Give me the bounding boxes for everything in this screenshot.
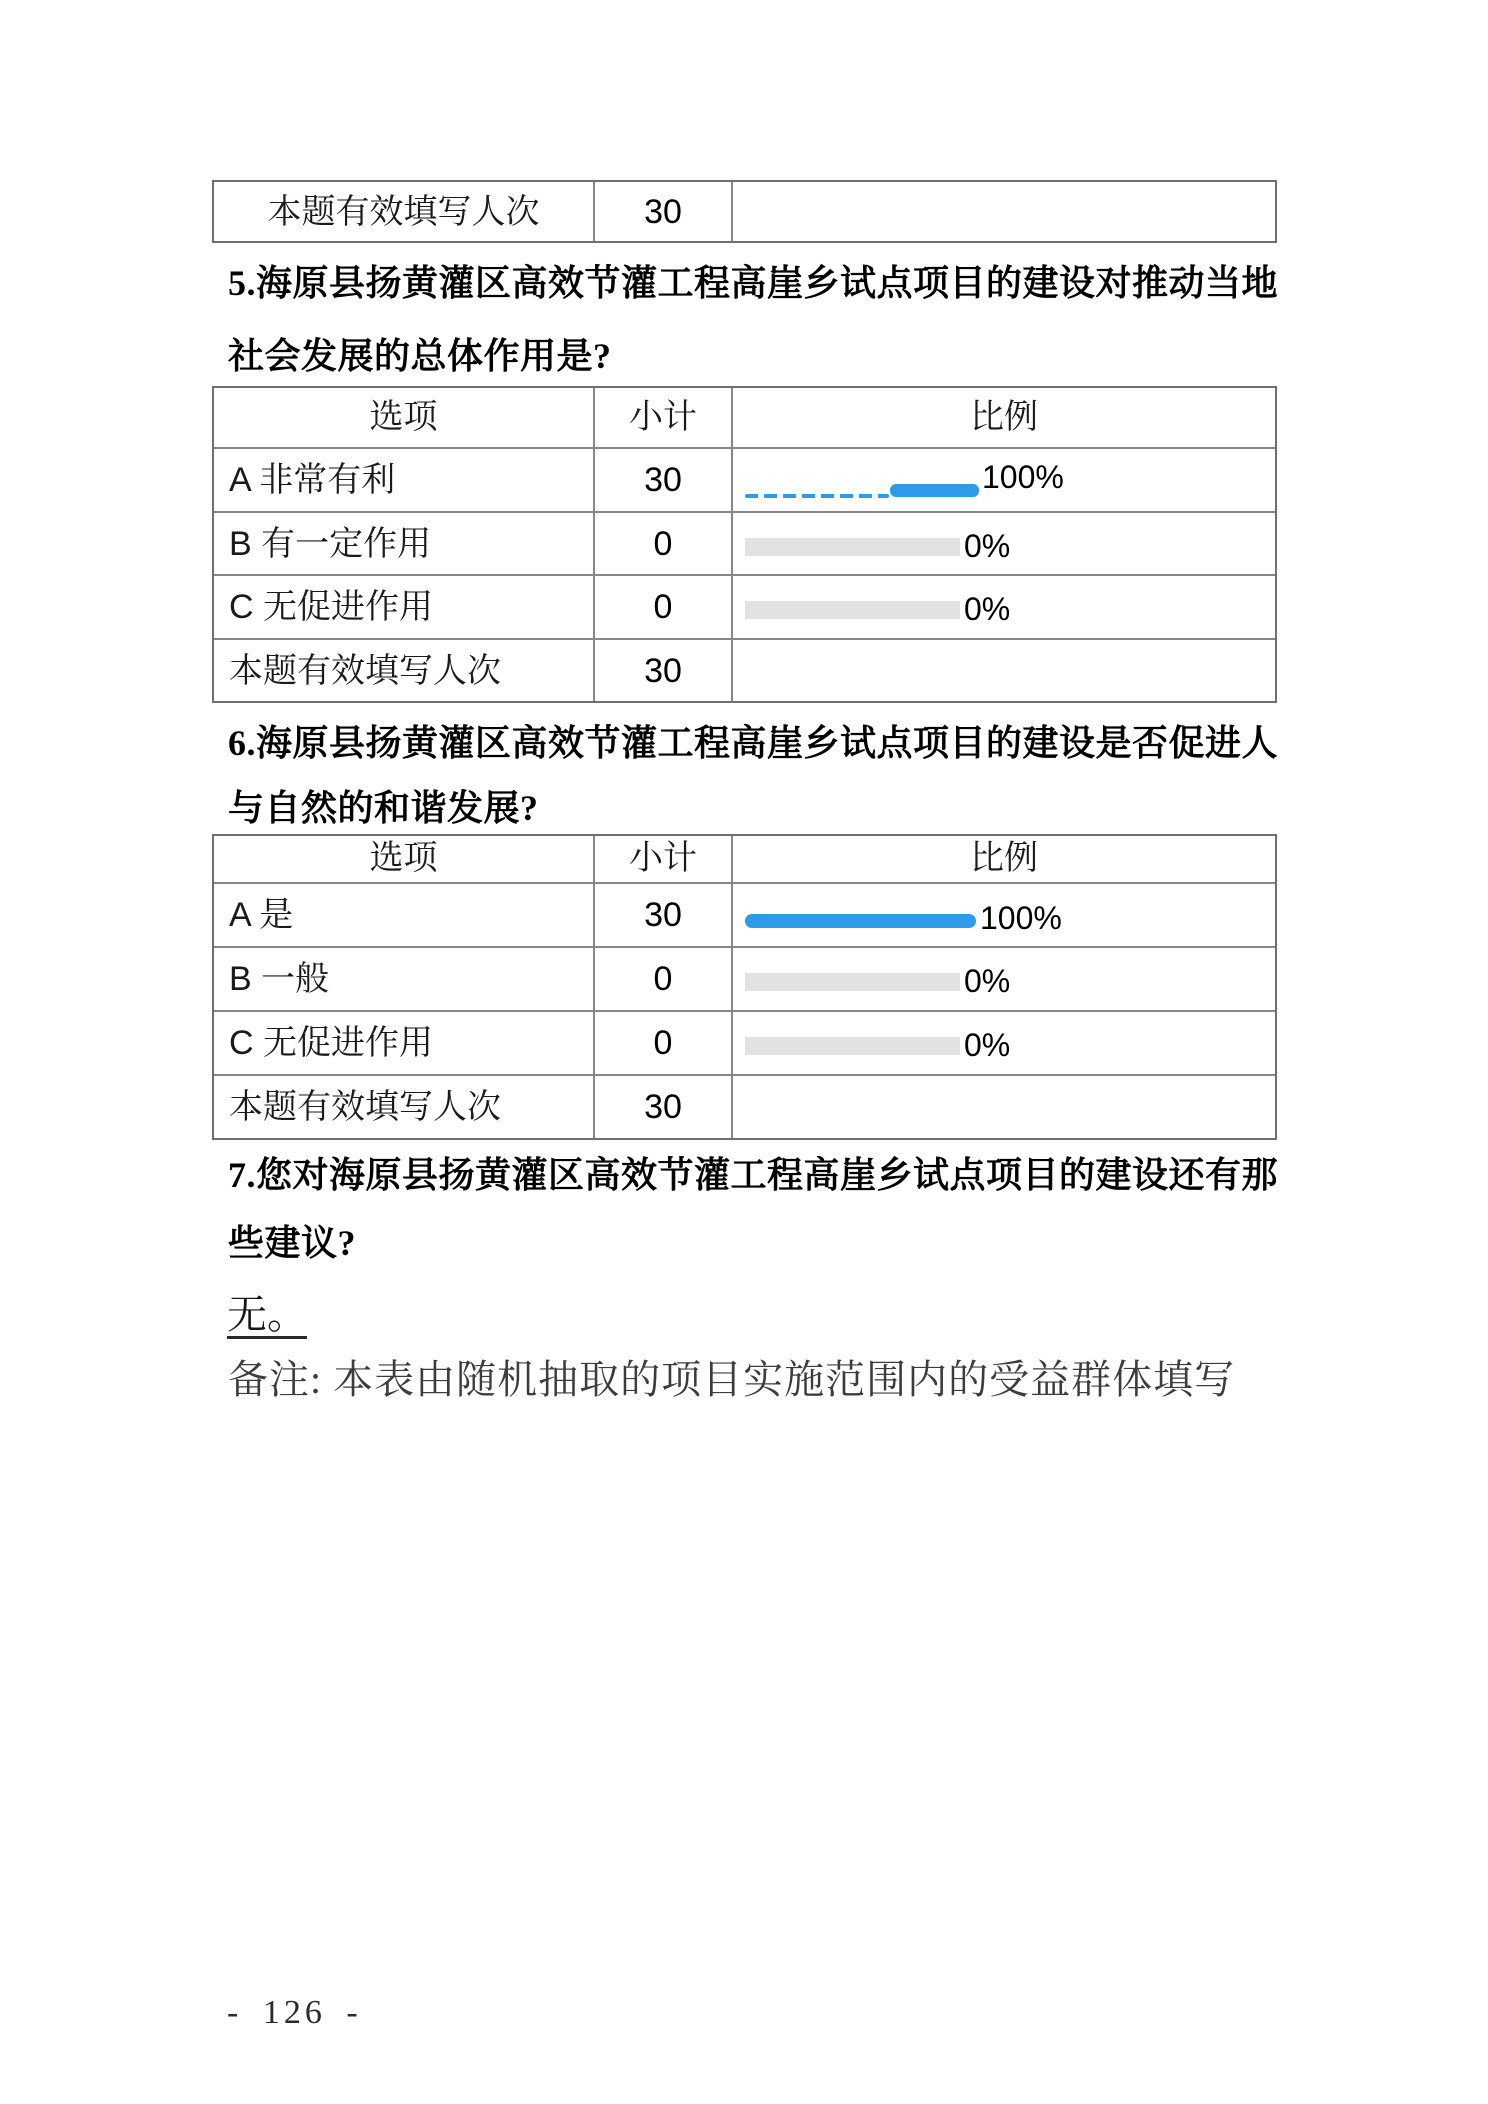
percent-label: 100% bbox=[982, 459, 1064, 495]
table-question-5 bbox=[212, 386, 1277, 703]
percent-label: 0% bbox=[964, 591, 1011, 627]
ratio-cell bbox=[733, 449, 1275, 513]
question-7-answer: 无。 bbox=[227, 1292, 307, 1337]
option-label: C 无促进作用 bbox=[229, 1024, 433, 1062]
count-value: 30 bbox=[644, 1088, 682, 1126]
ratio-cell bbox=[733, 884, 1275, 948]
count-value: 30 bbox=[644, 461, 682, 499]
ratio-cell bbox=[733, 182, 1275, 241]
count-cell bbox=[595, 640, 733, 701]
progress-bar-dashed-segment bbox=[745, 494, 889, 498]
count-cell bbox=[595, 449, 733, 513]
count-value: 30 bbox=[644, 192, 682, 231]
progress-bar-gray bbox=[745, 601, 960, 619]
option-cell bbox=[214, 576, 595, 640]
remark-note: 备注: 本表由随机抽取的项目实施范围内的受益群体填写 bbox=[228, 1357, 1236, 1402]
option-cell bbox=[214, 1076, 595, 1138]
option-cell bbox=[214, 449, 595, 513]
ratio-cell bbox=[733, 576, 1275, 640]
ratio-cell bbox=[733, 640, 1275, 701]
count-cell bbox=[595, 576, 733, 640]
option-cell bbox=[214, 513, 595, 576]
header-cell bbox=[595, 836, 733, 884]
count-value: 0 bbox=[653, 1024, 673, 1062]
column-header-label: 比例 bbox=[970, 840, 1038, 877]
option-cell bbox=[214, 1012, 595, 1076]
option-cell bbox=[214, 948, 595, 1012]
count-value: 0 bbox=[653, 524, 673, 563]
column-header-label: 选项 bbox=[369, 398, 438, 436]
page-number: - 126 - bbox=[227, 1994, 362, 2031]
column-header-label: 选项 bbox=[369, 840, 438, 877]
header-cell bbox=[214, 388, 595, 449]
option-label: B 有一定作用 bbox=[229, 524, 432, 563]
count-cell bbox=[595, 513, 733, 576]
column-header-label: 比例 bbox=[970, 398, 1038, 436]
option-label: 本题有效填写人次 bbox=[267, 192, 540, 231]
question-7-line-2: 些建议? bbox=[228, 1223, 357, 1263]
progress-bar-gray bbox=[745, 1037, 960, 1055]
progress-bar-blue bbox=[890, 484, 979, 497]
count-cell bbox=[595, 884, 733, 948]
question-5-line-1: 5.海原县扬黄灌区高效节灌工程高崖乡试点项目的建设对推动当地 bbox=[228, 263, 1279, 303]
count-value: 0 bbox=[653, 588, 673, 626]
progress-bar-gray bbox=[745, 538, 960, 556]
option-cell bbox=[214, 884, 595, 948]
count-cell bbox=[595, 182, 733, 241]
table-question-6 bbox=[212, 834, 1277, 1140]
column-header-label: 小计 bbox=[629, 840, 697, 877]
count-value: 30 bbox=[644, 896, 682, 934]
header-cell bbox=[214, 836, 595, 884]
progress-bar-blue bbox=[745, 914, 976, 928]
count-value: 30 bbox=[644, 651, 682, 690]
option-label: A 非常有利 bbox=[229, 461, 396, 499]
option-cell bbox=[214, 640, 595, 701]
count-cell bbox=[595, 948, 733, 1012]
ratio-cell bbox=[733, 1012, 1275, 1076]
option-label: B 一般 bbox=[229, 960, 330, 998]
ratio-cell bbox=[733, 1076, 1275, 1138]
question-7-line-1: 7.您对海原县扬黄灌区高效节灌工程高崖乡试点项目的建设还有那 bbox=[228, 1155, 1279, 1195]
option-label: 本题有效填写人次 bbox=[229, 651, 501, 690]
count-cell bbox=[595, 1076, 733, 1138]
question-5-line-2: 社会发展的总体作用是? bbox=[228, 336, 612, 376]
count-cell bbox=[595, 1012, 733, 1076]
question-6-line-2: 与自然的和谐发展? bbox=[228, 788, 539, 828]
ratio-cell bbox=[733, 948, 1275, 1012]
percent-label: 0% bbox=[964, 1027, 1011, 1063]
header-cell bbox=[733, 388, 1275, 449]
table-previous-question-tail bbox=[212, 180, 1277, 243]
count-value: 0 bbox=[653, 960, 673, 998]
option-label: C 无促进作用 bbox=[229, 588, 433, 626]
percent-label: 0% bbox=[964, 527, 1011, 564]
option-cell bbox=[214, 182, 595, 241]
option-label: 本题有效填写人次 bbox=[229, 1088, 501, 1126]
progress-bar-gray bbox=[745, 973, 960, 991]
column-header-label: 小计 bbox=[629, 398, 697, 436]
ratio-cell bbox=[733, 513, 1275, 576]
header-cell bbox=[595, 388, 733, 449]
option-label: A 是 bbox=[229, 896, 294, 934]
percent-label: 0% bbox=[964, 963, 1011, 999]
question-6-line-1: 6.海原县扬黄灌区高效节灌工程高崖乡试点项目的建设是否促进人 bbox=[228, 723, 1279, 763]
header-cell bbox=[733, 836, 1275, 884]
percent-label: 100% bbox=[980, 900, 1062, 936]
